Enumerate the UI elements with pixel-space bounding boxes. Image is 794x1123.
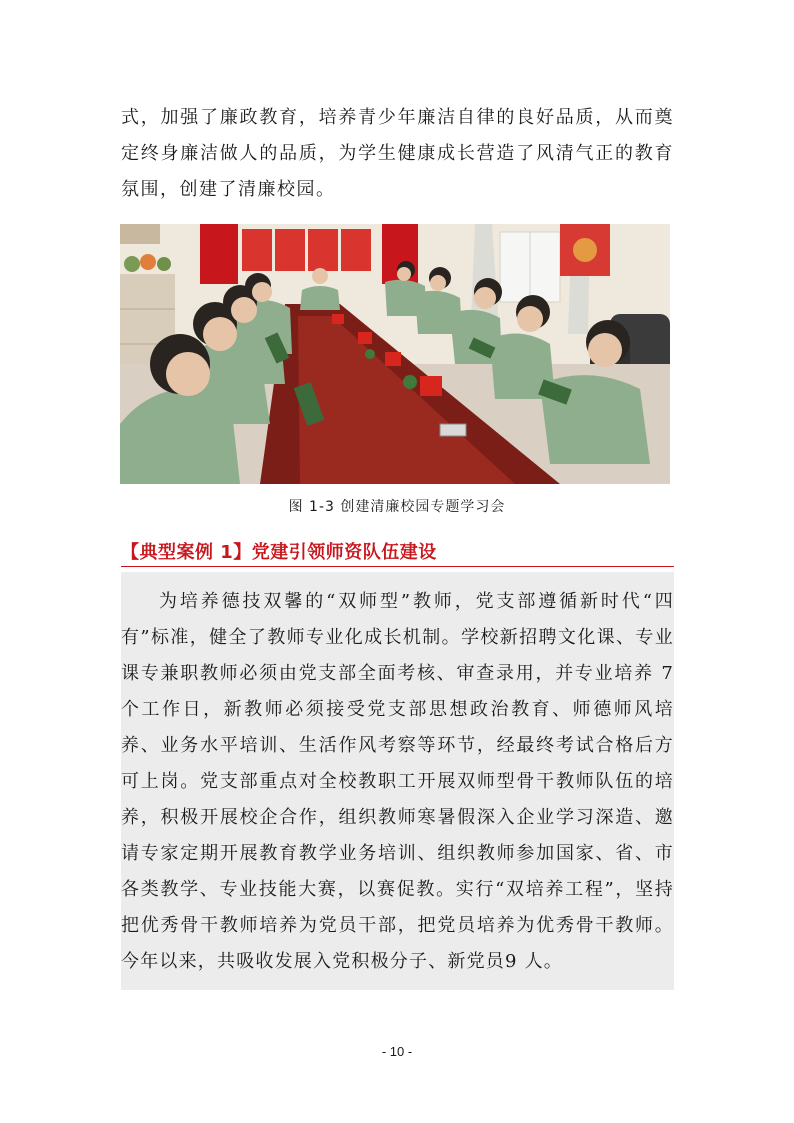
figure-caption: 图 1-3 创建清廉校园专题学习会 xyxy=(288,499,506,515)
case-heading xyxy=(121,538,674,567)
study-meeting-photo xyxy=(120,224,670,484)
intro-paragraph: 式，加强了廉政教育，培养青少年廉洁自律的良好品质，从而奠定终身廉洁做人的品质，为学生健康成长营造了风清气正的教育氛围，创建了清廉校园。 xyxy=(121,107,674,200)
case-title: 【典型案例 1】党建引领师资队伍建设 xyxy=(121,542,437,563)
meeting-photo-illustration xyxy=(120,224,670,484)
page-number: - 10 - xyxy=(381,1044,413,1059)
case-body-paragraph: 为培养德技双馨的“双师型”教师，党支部遵循新时代“四有”标准，健全了教师专业化成长机制。学校新招聘文化课、专业课专兼职教师必须由党支部全面考核、审查录用，并专业培养 7 个工作日，新教师必须接受党支部思想政治教育、师德师风培养、业务水平培训、生活作风考察等环节，经最终考试合格后方可上岗。党支部重点对全校教职工开展双师型骨干教师队伍的培养，积极开展校企合作，组织教师寒暑假深入企业学习深造、邀请专家定期开展教育教学业务培训、组织教师参加国家、省、市各类教学、专业技能大赛，以赛促教。实行“双培养工程”，坚持把优秀骨干教师培养为党员干部，把党员培养为优秀骨干教师。今年以来，共吸收发展入党积极分子、新党员9 人。 xyxy=(121,591,674,972)
